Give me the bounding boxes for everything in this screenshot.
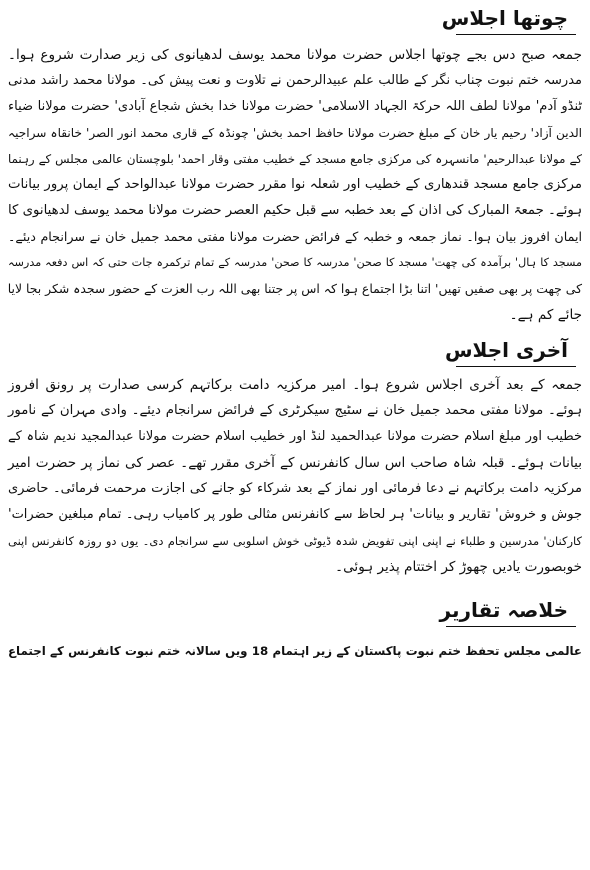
paragraph-line: جمعہ کے بعد آخری اجلاس شروع ہوا۔ امیر مرکزیہ دامت برکاتہم کرسی صدارت پر رونق افروز [8,377,582,393]
paragraph-line: جمعہ صبح دس بجے چوتھا اجلاس حضرت مولانا محمد یوسف لدھیانوی کی زیر صدارت شروع ہوا۔ [8,47,582,63]
heading-underline [456,34,576,35]
paragraph-line: ٹنڈو آدم' مولانا لطف اللہ حرکۃ الجہاد الاسلامی' حضرت مولانا خدا بخش شجاع آبادی' حضرت مولانا ضیاء [8,99,582,114]
section-heading-final-session: آخری اجلاس [444,338,568,362]
paragraph-line: مسجد کا ہال' برآمدہ کی چھت' مسجد کا صحن' مدرسہ کا صحن' مدرسہ کے تمام ترکمرہ جات حتی کہ اس دفعہ مدرسہ [8,256,582,269]
paragraph-line: بیانات ہوئے۔ قبلہ شاہ صاحب اس سال کانفرنس کے آخری مقرر تھے۔ عصر کی نماز پر حضرت امیر [8,455,582,471]
paragraph-line: مرکزیہ دامت برکاتہم نے دعا فرمائی اور نماز کے بعد شرکاء کو جانے کی اجازت مرحمت فرمائی۔ حاضری [8,481,582,496]
document-page [8,0,582,870]
paragraph-line: خوبصورت یادیں چھوڑ کر اختتام پذیر ہوئی۔ [335,559,582,575]
paragraph-line: کی چھت پر بھی صفیں تھیں' اتنا بڑا اجتماع ہوا کہ اس پر جتنا بھی اللہ رب العزت کے حضور سجدہ شکر بجا لایا [7,281,582,296]
paragraph-line: کارکنان' مدرسین و طلباء نے اپنی اپنی تفویض شدہ ڈیوٹی خوش اسلوبی سے سرانجام دی۔ یوں دو روزہ کانفرنس اپنی [8,534,582,548]
section-heading-speech-summary: خلاصہ تقاریر [439,598,568,622]
paragraph-line: جوش و خروش' تقاریر و بیانات' ہر لحاظ سے کانفرنس مثالی طور پر کامیاب رہی۔ تمام مبلغین حضرات' [8,507,582,522]
paragraph-line: خطیب اور مبلغ اسلام حضرت مولانا عبدالحمید لنڈ اور خطیب اسلام حضرت مولانا عبدالمجید ندیم شاہ کے [8,429,582,444]
heading-underline [446,626,576,627]
paragraph-line: ہوئے۔ جمعۃ المبارک کی اذان کے بعد خطبہ سے قبل حکیم العصر حضرت مولانا محمد یوسف لدھیانوی کا [8,203,582,218]
paragraph-line: الدین آزاد' رحیم یار خان کے مبلغ حضرت مولانا حافظ احمد بخش' چونڈہ کے قاری محمد انور الصر' خانقاہ سراجیہ [8,126,582,140]
paragraph-line: ایمان افروز بیان ہوا۔ نماز جمعہ و خطبہ کے فرائض حضرت مولانا مفتی محمد جمیل خان نے سرانجام دیئے۔ [8,229,582,244]
paragraph-line: جائے کم ہے۔ [509,307,582,323]
heading-underline [456,366,576,367]
section-heading-fourth-session: چوتھا اجلاس [441,6,568,30]
paragraph-line: مرکزی جامع مسجد قندھاری کے خطیب اور شعلہ نوا مقرر حضرت مولانا عبدالواحد کے ایمان پرور بیانات [8,177,582,192]
paragraph-line: کے مولانا عبدالرحیم' مانسہرہ کی مرکزی جامع مسجد کے خطیب مفتی وقار احمد' بلوچستان عالمی مجلس کے رہنما [8,152,582,166]
paragraph-line: عالمی مجلس تحفظ ختم نبوت پاکستان کے زیر اہتمام 18 ویں سالانہ ختم نبوت کانفرنس کے اجتماع [8,644,582,658]
paragraph-line: ہوئے۔ مولانا مفتی محمد جمیل خان نے سٹیج سیکرٹری کے فرائض سرانجام دیئے۔ وادی مہران کے نامور [8,403,582,418]
paragraph-line: مدرسہ ختم نبوت چناب نگر کے طالب علم عبیدالرحمن نے تلاوت و نعت پیش کی۔ مولانا محمد راشد مدنی [8,73,582,88]
